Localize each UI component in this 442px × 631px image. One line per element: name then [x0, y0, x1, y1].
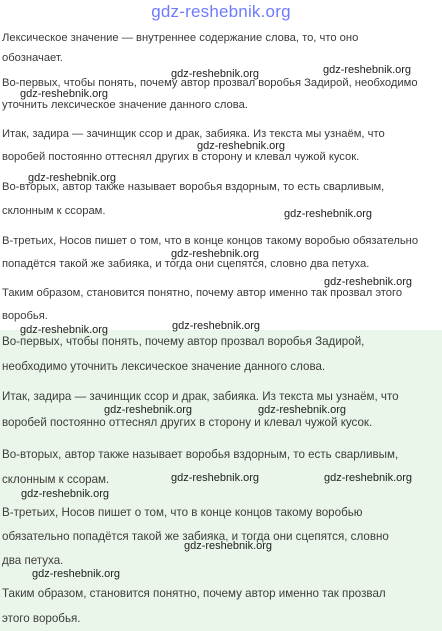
text-line: попадётся такой же забияка, и тогда они сцепятся, словно два петуха.	[2, 258, 370, 270]
text-line: уточнить лексическое значение данного слова.	[2, 99, 248, 111]
watermark-text: gdz-reshebnik.org	[284, 208, 373, 220]
text-line: склонным к ссорам.	[2, 205, 106, 217]
text-line: воробей постоянно оттеснял других в сторону и клевал чужой кусок.	[2, 151, 360, 163]
watermark-text: gdz-reshebnik.org	[184, 540, 273, 552]
text-line: два петуха.	[2, 554, 64, 567]
watermark-text: gdz-reshebnik.org	[21, 488, 110, 500]
text-line: Лексическое значение — внутреннее содержание слова, то, что оно	[2, 32, 359, 44]
watermark-text: gdz-reshebnik.org	[323, 64, 412, 76]
watermark-text: gdz-reshebnik.org	[171, 68, 260, 80]
text-line: В-третьих, Носов пишет о том, что в конце концов такому воробью	[2, 506, 363, 519]
text-line: Итак, задира — зачинщик ссор и драк, забияка. Из текста мы узнаём, что	[2, 128, 385, 140]
text-line: Таким образом, становится понятно, почему автор именно так прозвал	[2, 587, 386, 600]
text-line: Во-вторых, автор также называет воробья вздорным, то есть сварливым,	[2, 181, 385, 193]
site-header	[0, 0, 442, 26]
text-line: В-третьих, Носов пишет о том, что в конце концов такому воробью обязательно	[2, 235, 419, 247]
text-line: воробей постоянно оттеснял других в сторону и клевал чужой кусок.	[2, 416, 373, 429]
watermark-text: gdz-reshebnik.org	[197, 140, 286, 152]
watermark-text: gdz-reshebnik.org	[32, 568, 121, 580]
text-line: склонным к ссорам.	[2, 473, 110, 486]
text-line: этого воробья.	[2, 612, 81, 625]
site-title[interactable]: gdz-reshebnik.org	[151, 2, 291, 21]
watermark-text: gdz-reshebnik.org	[172, 320, 261, 332]
text-line: необходимо уточнить лексическое значение данного слова.	[2, 360, 326, 373]
watermark-text: gdz-reshebnik.org	[104, 404, 193, 416]
text-line: Во-первых, чтобы понять, почему автор прозвал воробья Задирой, необходимо	[2, 77, 418, 89]
watermark-text: gdz-reshebnik.org	[28, 172, 117, 184]
text-line: Итак, задира — зачинщик ссор и драк, забияка. Из текста мы узнаём, что	[2, 390, 399, 403]
watermark-text: gdz-reshebnik.org	[20, 324, 109, 336]
text-line: Во-первых, чтобы понять, почему автор прозвал воробья Задирой,	[2, 335, 365, 348]
watermark-text: gdz-reshebnik.org	[324, 472, 413, 484]
watermark-text: gdz-reshebnik.org	[258, 404, 347, 416]
watermark-text: gdz-reshebnik.org	[171, 248, 260, 260]
watermark-text: gdz-reshebnik.org	[171, 472, 260, 484]
text-line: обязательно попадётся такой же забияка, и тогда они сцепятся, словно	[2, 530, 389, 543]
text-line: Таким образом, становится понятно, почему автор именно так прозвал этого	[2, 287, 403, 299]
watermark-text: gdz-reshebnik.org	[324, 276, 413, 288]
text-line: воробья.	[2, 310, 48, 322]
text-line: Во-вторых, автор также называет воробья вздорным, то есть сварливым,	[2, 448, 399, 461]
text-line: обозначает.	[2, 52, 63, 64]
watermark-text: gdz-reshebnik.org	[20, 88, 109, 100]
